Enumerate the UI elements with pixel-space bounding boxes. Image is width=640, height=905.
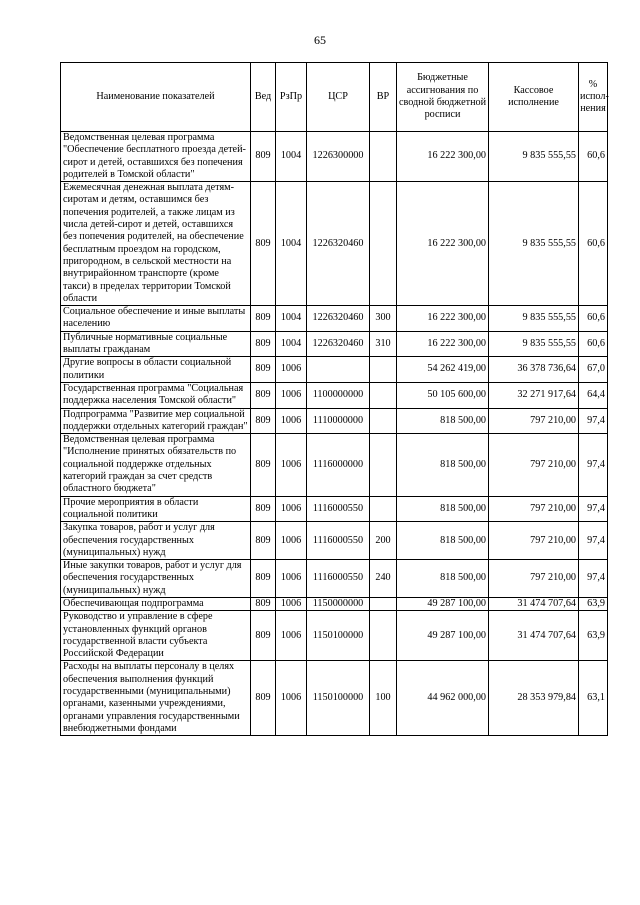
cell-budget: 16 222 300,00 (397, 331, 489, 357)
cell-rzpr: 1006 (276, 597, 307, 610)
cell-vr (370, 357, 397, 383)
cell-cash: 797 210,00 (489, 560, 579, 598)
cell-budget: 818 500,00 (397, 408, 489, 434)
cell-ved: 809 (251, 661, 276, 736)
cell-pct: 60,6 (579, 331, 608, 357)
cell-vr (370, 597, 397, 610)
cell-name: Прочие мероприятия в области социальной политики (61, 496, 251, 522)
table-row (61, 331, 608, 357)
cell-cash: 32 271 917,64 (489, 382, 579, 408)
cell-cash: 9 835 555,55 (489, 331, 579, 357)
cell-rzpr: 1006 (276, 408, 307, 434)
cell-csr: 1116000550 (307, 496, 370, 522)
table-row (61, 357, 608, 383)
cell-cash: 9 835 555,55 (489, 132, 579, 182)
cell-csr: 1150000000 (307, 597, 370, 610)
cell-name: Другие вопросы в области социальной политики (61, 357, 251, 383)
table-body (61, 132, 608, 736)
cell-name: Публичные нормативные социальные выплаты гражданам (61, 331, 251, 357)
cell-ved: 809 (251, 560, 276, 598)
header-cash: Кассовое исполнение (489, 63, 579, 132)
cell-pct: 67,0 (579, 357, 608, 383)
cell-cash: 9 835 555,55 (489, 182, 579, 306)
table-row (61, 382, 608, 408)
cell-rzpr: 1006 (276, 382, 307, 408)
header-rzpr: РзПр (276, 63, 307, 132)
cell-csr: 1150100000 (307, 661, 370, 736)
table-header-row (61, 63, 608, 132)
cell-vr: 310 (370, 331, 397, 357)
cell-name: Руководство и управление в сфере установленных функций органов государственной власти субъекта Российской Федерации (61, 611, 251, 661)
cell-csr: 1226320460 (307, 306, 370, 332)
cell-pct: 60,6 (579, 306, 608, 332)
cell-cash: 797 210,00 (489, 434, 579, 496)
table-row (61, 306, 608, 332)
cell-csr: 1100000000 (307, 382, 370, 408)
header-ved: Вед (251, 63, 276, 132)
cell-rzpr: 1006 (276, 611, 307, 661)
cell-vr (370, 182, 397, 306)
cell-vr (370, 434, 397, 496)
table-row (61, 408, 608, 434)
cell-vr (370, 132, 397, 182)
cell-csr: 1110000000 (307, 408, 370, 434)
cell-cash: 31 474 707,64 (489, 597, 579, 610)
cell-csr: 1116000550 (307, 560, 370, 598)
cell-csr: 1226320460 (307, 182, 370, 306)
cell-name: Ведомственная целевая программа "Обеспечение бесплатного проезда детей-сирот и детей, оставшихся без попечения родителей в Томской области" (61, 132, 251, 182)
cell-ved: 809 (251, 611, 276, 661)
cell-ved: 809 (251, 434, 276, 496)
cell-rzpr: 1004 (276, 132, 307, 182)
cell-budget: 818 500,00 (397, 522, 489, 560)
cell-csr: 1116000000 (307, 434, 370, 496)
cell-ved: 809 (251, 331, 276, 357)
table-row (61, 560, 608, 598)
cell-name: Закупка товаров, работ и услуг для обеспечения государственных (муниципальных) нужд (61, 522, 251, 560)
cell-cash: 28 353 979,84 (489, 661, 579, 736)
cell-pct: 63,9 (579, 611, 608, 661)
cell-cash: 31 474 707,64 (489, 611, 579, 661)
cell-csr (307, 357, 370, 383)
table-row (61, 496, 608, 522)
cell-name: Ведомственная целевая программа "Исполнение принятых обязательств по социальной поддержке отдельных категорий граждан за счет средств областного бюджета" (61, 434, 251, 496)
cell-pct: 97,4 (579, 408, 608, 434)
header-csr: ЦСР (307, 63, 370, 132)
cell-pct: 97,4 (579, 522, 608, 560)
header-budget: Бюджетные ассигнования по сводной бюджетной росписи (397, 63, 489, 132)
budget-execution-table (60, 62, 608, 736)
cell-ved: 809 (251, 522, 276, 560)
cell-ved: 809 (251, 132, 276, 182)
table-row (61, 132, 608, 182)
cell-name: Обеспечивающая подпрограмма (61, 597, 251, 610)
cell-name: Подпрограмма "Развитие мер социальной поддержки отдельных категорий граждан" (61, 408, 251, 434)
cell-name: Иные закупки товаров, работ и услуг для обеспечения государственных (муниципальных) нужд (61, 560, 251, 598)
cell-cash: 9 835 555,55 (489, 306, 579, 332)
cell-ved: 809 (251, 306, 276, 332)
table-row (61, 434, 608, 496)
cell-cash: 797 210,00 (489, 408, 579, 434)
cell-name: Ежемесячная денежная выплата детям-сиротам и детям, оставшимся без попечения родителей, а также лицам из числа детей-сирот и детей, оставшихся без попечения родителей, на обеспечение бесплатным проездом на городском, пригородном, в сельской местности на внутрирайонном транспорте (кроме такси) в пределах территории Томской области (61, 182, 251, 306)
cell-ved: 809 (251, 597, 276, 610)
cell-pct: 63,1 (579, 661, 608, 736)
cell-rzpr: 1006 (276, 357, 307, 383)
cell-rzpr: 1004 (276, 331, 307, 357)
cell-ved: 809 (251, 408, 276, 434)
cell-vr (370, 611, 397, 661)
cell-budget: 49 287 100,00 (397, 597, 489, 610)
cell-csr: 1116000550 (307, 522, 370, 560)
cell-rzpr: 1004 (276, 306, 307, 332)
cell-csr: 1226320460 (307, 331, 370, 357)
cell-csr: 1150100000 (307, 611, 370, 661)
header-vr: ВР (370, 63, 397, 132)
cell-rzpr: 1006 (276, 496, 307, 522)
cell-budget: 818 500,00 (397, 434, 489, 496)
cell-budget: 818 500,00 (397, 560, 489, 598)
cell-pct: 97,4 (579, 560, 608, 598)
cell-rzpr: 1004 (276, 182, 307, 306)
cell-name: Государственная программа "Социальная поддержка населения Томской области" (61, 382, 251, 408)
cell-budget: 54 262 419,00 (397, 357, 489, 383)
cell-vr: 300 (370, 306, 397, 332)
cell-pct: 60,6 (579, 132, 608, 182)
cell-vr (370, 496, 397, 522)
page-number: 65 (314, 33, 326, 47)
cell-pct: 60,6 (579, 182, 608, 306)
cell-cash: 36 378 736,64 (489, 357, 579, 383)
cell-csr: 1226300000 (307, 132, 370, 182)
cell-pct: 97,4 (579, 496, 608, 522)
cell-ved: 809 (251, 357, 276, 383)
cell-budget: 50 105 600,00 (397, 382, 489, 408)
table-row (61, 597, 608, 610)
cell-rzpr: 1006 (276, 522, 307, 560)
cell-budget: 49 287 100,00 (397, 611, 489, 661)
cell-ved: 809 (251, 496, 276, 522)
cell-budget: 44 962 000,00 (397, 661, 489, 736)
header-pct: % испол-нения (579, 63, 608, 132)
cell-rzpr: 1006 (276, 560, 307, 598)
cell-cash: 797 210,00 (489, 496, 579, 522)
cell-name: Расходы на выплаты персоналу в целях обеспечения выполнения функций государственными (муниципальными) органами, казенными учреждениями, органами управления государственными внебюджетными фондами (61, 661, 251, 736)
cell-pct: 64,4 (579, 382, 608, 408)
table-row (61, 611, 608, 661)
table-row (61, 182, 608, 306)
cell-vr (370, 408, 397, 434)
table-row (61, 522, 608, 560)
cell-pct: 97,4 (579, 434, 608, 496)
cell-budget: 16 222 300,00 (397, 182, 489, 306)
cell-name: Социальное обеспечение и иные выплаты населению (61, 306, 251, 332)
cell-pct: 63,9 (579, 597, 608, 610)
cell-ved: 809 (251, 182, 276, 306)
cell-rzpr: 1006 (276, 434, 307, 496)
cell-ved: 809 (251, 382, 276, 408)
cell-budget: 16 222 300,00 (397, 306, 489, 332)
cell-cash: 797 210,00 (489, 522, 579, 560)
table-row (61, 661, 608, 736)
cell-vr: 200 (370, 522, 397, 560)
cell-vr: 240 (370, 560, 397, 598)
cell-budget: 818 500,00 (397, 496, 489, 522)
cell-budget: 16 222 300,00 (397, 132, 489, 182)
header-name: Наименование показателей (61, 63, 251, 132)
cell-rzpr: 1006 (276, 661, 307, 736)
cell-vr: 100 (370, 661, 397, 736)
cell-vr (370, 382, 397, 408)
